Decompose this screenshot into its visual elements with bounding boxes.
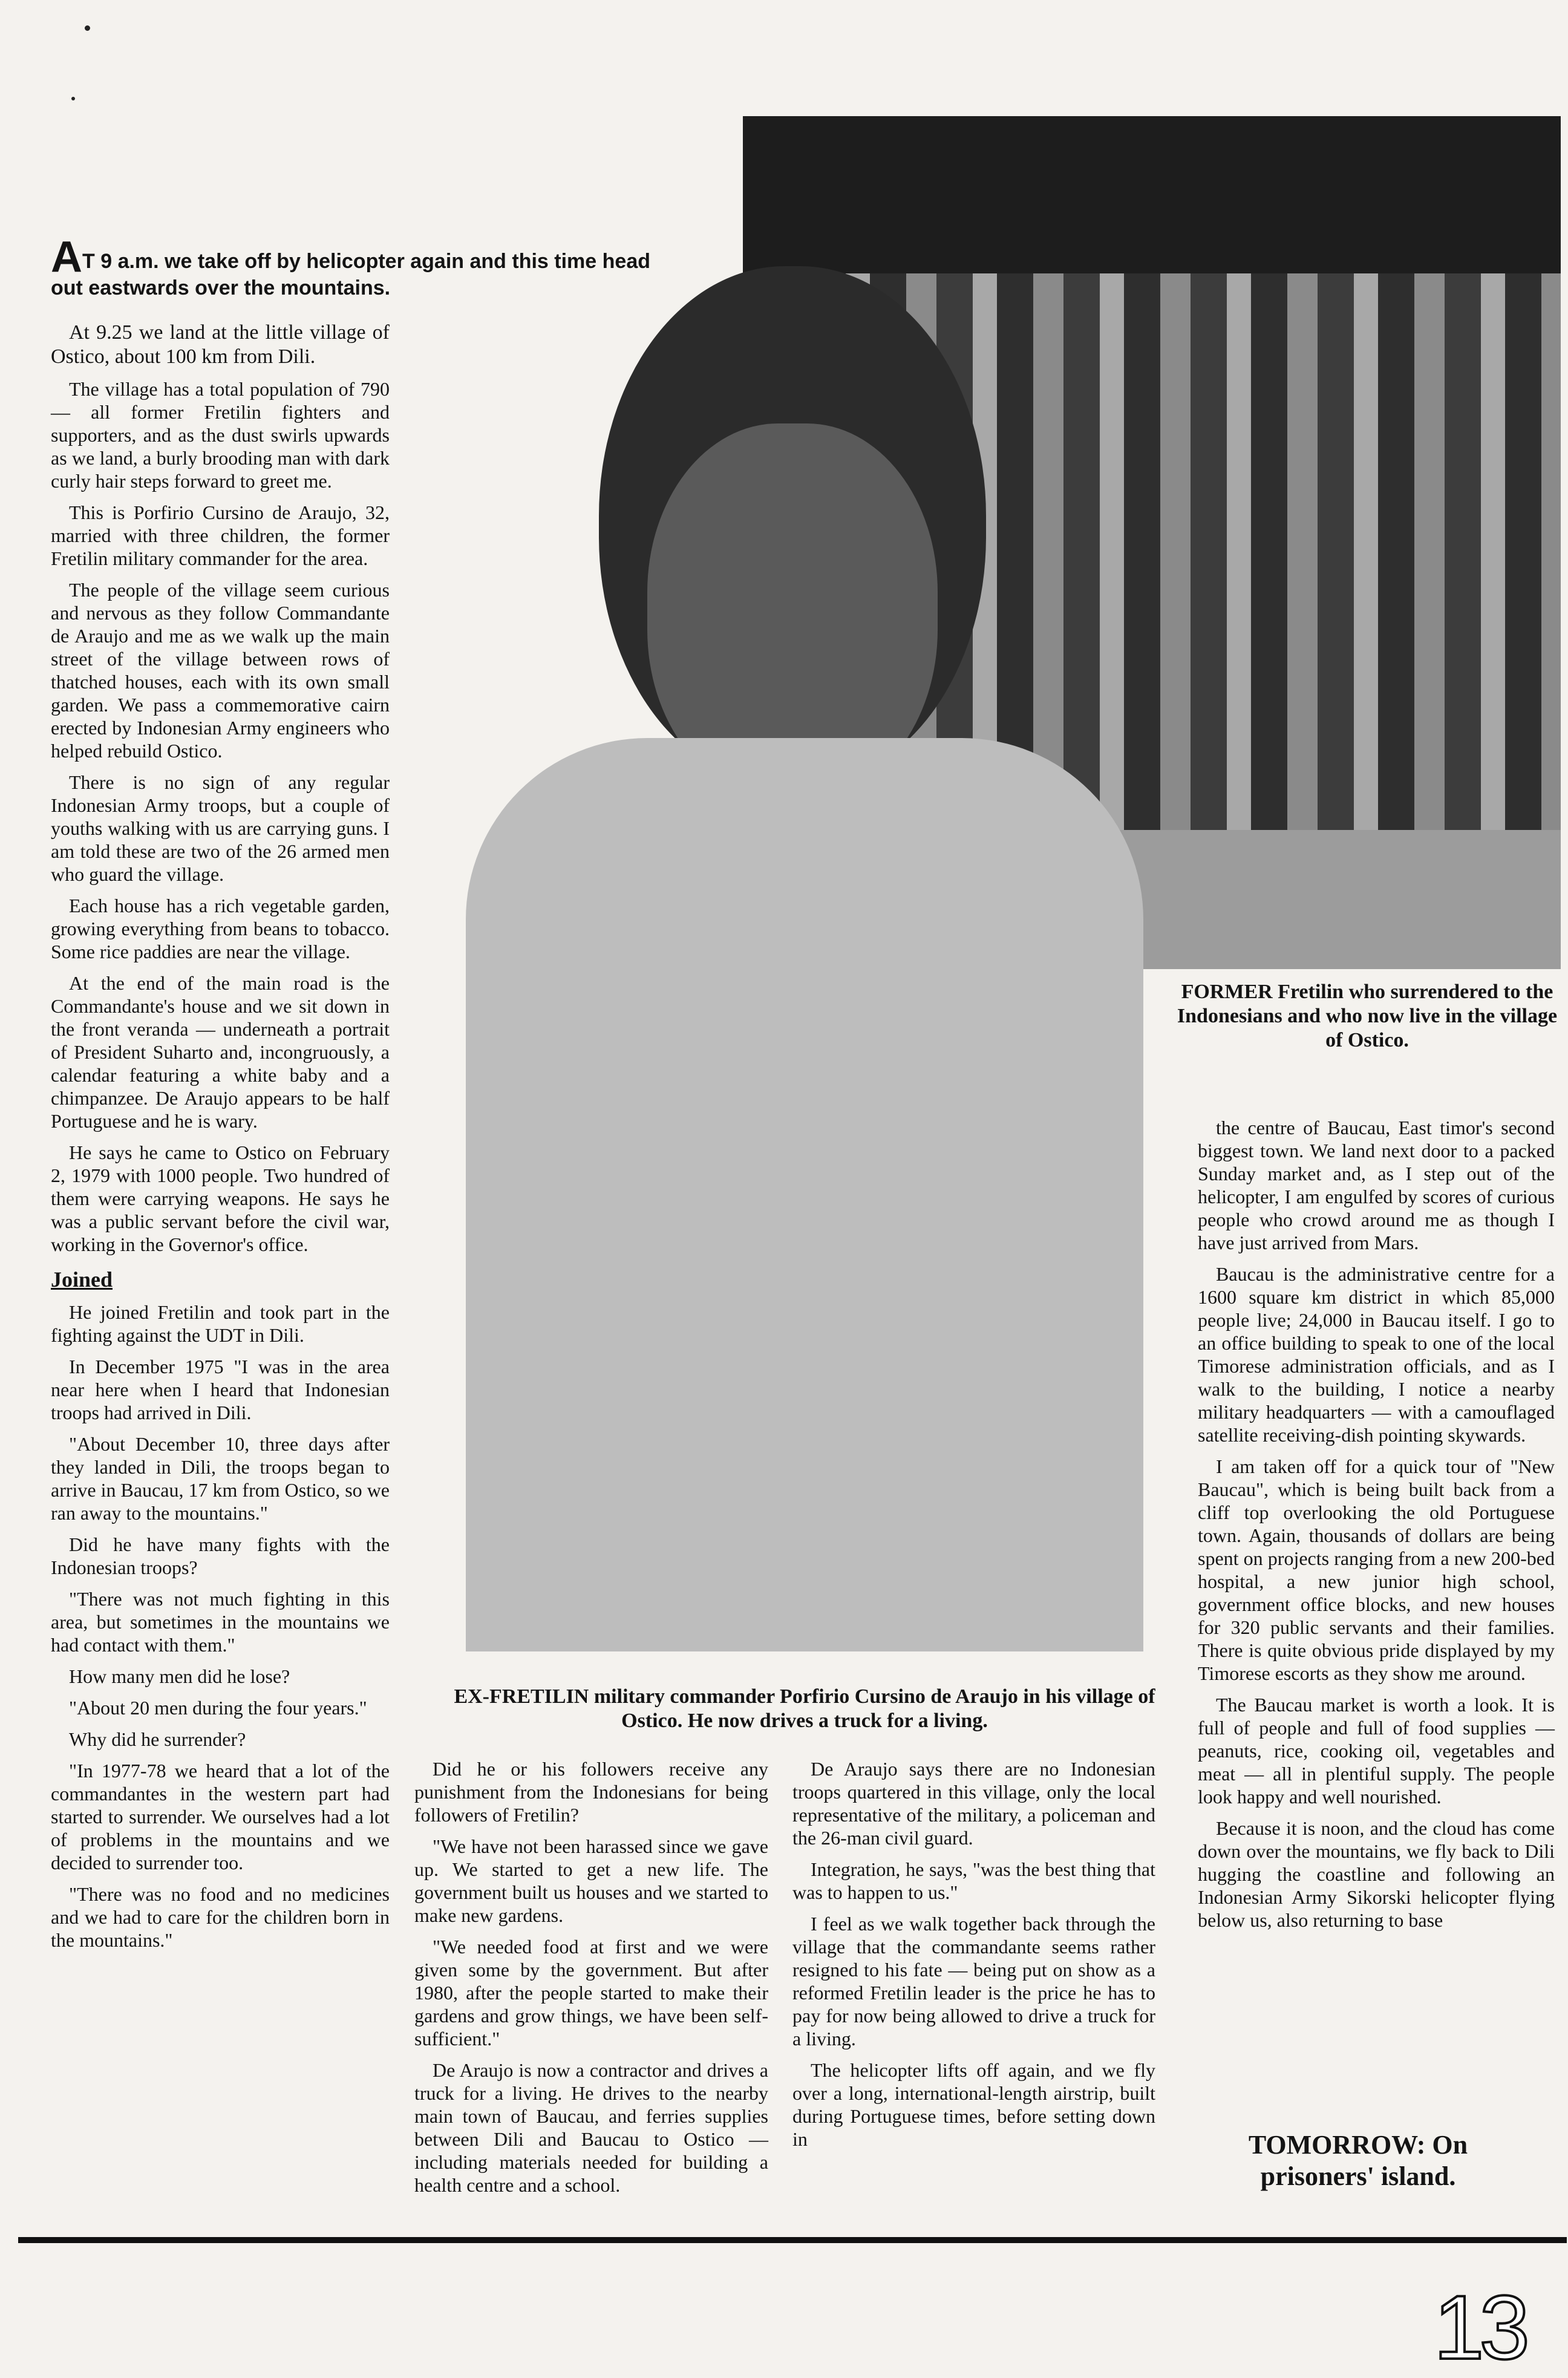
portrait-photo [448,266,1161,1651]
speck [85,25,90,31]
paragraph: At 9.25 we land at the little village of Ostico, about 100 km from Dili. [51,321,390,368]
portrait-caption: EX-FRETILIN military commander Porfirio Cursino de Araujo in his village of Ostico. He now drives a truck for a living. [454,1685,1155,1732]
paragraph: In December 1975 "I was in the area near here when I heard that Indonesian troops had arrived in Dili. [51,1356,390,1423]
drop-cap: A [51,233,82,281]
paragraph: "In 1977-78 we heard that a lot of the commandantes in the western part had started to surrender. We ourselves had a lot of problems in the mountains and we decided to surrender too. [51,1760,390,1873]
paragraph: I feel as we walk together back through the village that the commandante seems rather resigned to his fate — being put on show as a reformed Fretilin leader is the price he has to pay for now being allowed to drive a truck for a living. [792,1913,1155,2050]
paragraph: "There was no food and no medicines and we had to care for the children born in the mountains." [51,1883,390,1951]
paragraph: Baucau is the administrative centre for a 1600 square km district in which 85,000 people live; 24,000 in Baucau itself. I go to an office building to speak to one of the local Timorese administration officials, and as I walk to the building, I notice a nearby military headquarters — with a camouflaged satellite receiving-dish pointing skywards. [1198,1263,1555,1446]
column-1 [51,321,390,1960]
paragraph: How many men did he lose? [69,1665,290,1687]
paragraph: De Araujo says there are no Indonesian troops quartered in this village, only the local representative of the military, a policeman and the 26-man civil guard. [792,1758,1155,1849]
subheading-joined: Joined [51,1267,113,1292]
tomorrow-teaser: TOMORROW: On prisoners' island. [1248,2130,1468,2191]
paragraph: He says he came to Ostico on February 2, 1979 with 1000 people. Two hundred of them were carrying weapons. He says he was a public servant before the civil war, working in the Governor's office. [51,1142,390,1255]
paragraph: "About 20 men during the four years." [69,1697,367,1719]
paragraph: At the end of the main road is the Commandante's house and we sit down in the front veranda — underneath a portrait of President Suharto and, incongruously, a calendar featuring a white baby and a chimpanzee. De Araujo appears to be half Portuguese and he is wary. [51,972,390,1132]
paragraph: De Araujo is now a contractor and drives a truck for a living. He drives to the nearby main town of Baucau, and ferries supplies between Dili and Baucau to Ostico — including materials needed for building a health centre and a school. [414,2059,768,2196]
paragraph: This is Porfirio Cursino de Araujo, 32, married with three children, the former Fretilin military commander for the area. [51,501,390,569]
paragraph: He joined Fretilin and took part in the fighting against the UDT in Dili. [51,1301,390,1346]
column-4 [1198,1116,1555,1940]
paragraph: There is no sign of any regular Indonesian Army troops, but a couple of youths walking with us are carrying guns. I am told these are two of the 26 armed men who guard the village. [51,771,390,885]
paragraph: Why did he surrender? [69,1728,246,1750]
paragraph: "There was not much fighting in this area, but sometimes in the mountains we had contact with them." [51,1588,390,1656]
column-2 [414,1757,768,2205]
paragraph: I am taken off for a quick tour of "New Baucau", which is being built back from a cliff top overlooking the old Portuguese town. Again, thousands of dollars are being spent on projects ranging from a new 200-bed hospital, a new junior high school, government office blocks, and new houses for 320 public servants and their families. There is quite obvious pride displayed by my Timorese escorts as they show me around. [1198,1455,1555,1684]
bottom-rule [18,2237,1567,2243]
paragraph: The village has a total population of 790 — all former Fretilin fighters and supporters, and as the dust swirls upwards as we land, a burly brooding man with dark curly hair steps forward to greet me. [51,378,390,492]
paragraph: the centre of Baucau, East timor's second biggest town. We land next door to a packed Sunday market and, as I step out of the helicopter, I am engulfed by scores of curious people who crowd around me as though I have just arrived from Mars. [1198,1117,1555,1253]
paragraph: Did he or his followers receive any punishment from the Indonesians for being followers of Fretilin? [414,1758,768,1826]
paragraph: Did he have many fights with the Indonesian troops? [51,1534,390,1578]
paragraph: Because it is noon, and the cloud has come down over the mountains, we fly back to Dili hugging the coastline and following an Indonesian Army Sikorski helicopter flying below us, also returning to base [1198,1817,1555,1931]
paragraph: The helicopter lifts off again, and we fly over a long, international-length airstrip, built during Portuguese times, before setting down in [792,2059,1155,2150]
group-photo-caption: FORMER Fretilin who surrendered to the Indonesians and who now live in the village of Ostico. [1177,981,1558,1051]
page-number: 13 [1434,2276,1525,2378]
paragraph: The Baucau market is worth a look. It is full of people and full of food supplies — peanuts, rice, cooking oil, vegetables and meat — all in plentiful supply. The people look happy and well nourished. [1198,1694,1555,1808]
paragraph: The people of the village seem curious and nervous as they follow Commandante de Araujo and me as we walk up the main street of the village between rows of thatched houses, each with its own small garden. We pass a commemorative cairn erected by Indonesian Army engineers who helped rebuild Ostico. [51,579,390,762]
paragraph: Integration, he says, "was the best thing that was to happen to us." [792,1858,1155,1903]
paragraph: "About December 10, three days after they landed in Dili, the troops began to arrive in Baucau, 17 km from Ostico, so we ran away to the mountains." [51,1433,390,1524]
column-3 [792,1757,1155,2159]
paragraph: "We have not been harassed since we gave up. We started to get a new life. The government built us houses and we started to make new gardens. [414,1835,768,1926]
intro-text: T 9 a.m. we take off by helicopter again and this time head out eastwards over the mountains. [51,250,651,299]
speck [71,97,75,100]
paragraph: Each house has a rich vegetable garden, growing everything from beans to tobacco. Some rice paddies are near the village. [51,895,390,962]
paragraph: "We needed food at first and we were given some by the government. But after 1980, after the people started to make their gardens and grow things, we have been self-sufficient." [414,1936,768,2050]
intro-lead [51,233,680,301]
